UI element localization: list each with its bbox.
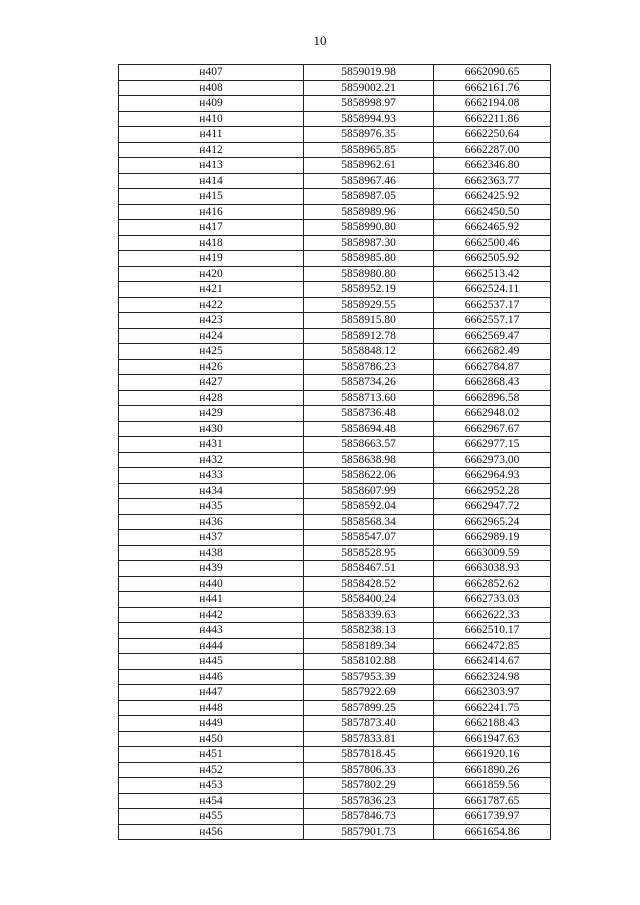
x-coordinate-cell: 5858990.80 (304, 220, 434, 236)
y-coordinate-cell: 6662852.62 (434, 576, 551, 592)
y-coordinate-cell: 6662472.85 (434, 638, 551, 654)
y-coordinate-cell: 6662346.80 (434, 158, 551, 174)
x-coordinate-cell: 5858622.06 (304, 468, 434, 484)
y-coordinate-cell: 6662868.43 (434, 375, 551, 391)
x-coordinate-cell: 5858987.30 (304, 235, 434, 251)
x-coordinate-cell: 5858467.51 (304, 561, 434, 577)
point-id-cell: н441 (119, 592, 304, 608)
point-id-cell: н430 (119, 421, 304, 437)
table-row (119, 266, 551, 282)
point-id-cell: н456 (119, 824, 304, 840)
table-row (119, 344, 551, 360)
y-coordinate-cell: 6662425.92 (434, 189, 551, 205)
x-coordinate-cell: 5858987.05 (304, 189, 434, 205)
x-coordinate-cell: 5858238.13 (304, 623, 434, 639)
x-coordinate-cell: 5859019.98 (304, 65, 434, 81)
point-id-cell: н443 (119, 623, 304, 639)
point-id-cell: н407 (119, 65, 304, 81)
y-coordinate-cell: 6662194.08 (434, 96, 551, 112)
point-id-cell: н428 (119, 390, 304, 406)
point-id-cell: н414 (119, 173, 304, 189)
page-number: 10 (313, 33, 327, 48)
table-row (119, 328, 551, 344)
table-row (119, 204, 551, 220)
table-row (119, 638, 551, 654)
point-id-cell: н445 (119, 654, 304, 670)
table-row (119, 700, 551, 716)
point-id-cell: н422 (119, 297, 304, 313)
point-id-cell: н452 (119, 762, 304, 778)
x-coordinate-cell: 5858607.99 (304, 483, 434, 499)
y-coordinate-cell: 6662510.17 (434, 623, 551, 639)
point-id-cell: н434 (119, 483, 304, 499)
x-coordinate-cell: 5858339.63 (304, 607, 434, 623)
point-id-cell: н436 (119, 514, 304, 530)
x-coordinate-cell: 5858736.48 (304, 406, 434, 422)
y-coordinate-cell: 6661787.65 (434, 793, 551, 809)
y-coordinate-cell: 6662989.19 (434, 530, 551, 546)
y-coordinate-cell: 6662090.65 (434, 65, 551, 81)
y-coordinate-cell: 6662513.42 (434, 266, 551, 282)
x-coordinate-cell: 5858786.23 (304, 359, 434, 375)
y-coordinate-cell: 6662967.67 (434, 421, 551, 437)
point-id-cell: н408 (119, 80, 304, 96)
y-coordinate-cell: 6662211.86 (434, 111, 551, 127)
y-coordinate-cell: 6662250.64 (434, 127, 551, 143)
table-row (119, 251, 551, 267)
point-id-cell: н450 (119, 731, 304, 747)
table-row (119, 235, 551, 251)
x-coordinate-cell: 5858962.61 (304, 158, 434, 174)
y-coordinate-cell: 6661890.26 (434, 762, 551, 778)
x-coordinate-cell: 5858663.57 (304, 437, 434, 453)
point-id-cell: н447 (119, 685, 304, 701)
y-coordinate-cell: 6662287.00 (434, 142, 551, 158)
table-row (119, 731, 551, 747)
table-row (119, 282, 551, 298)
x-coordinate-cell: 5858189.34 (304, 638, 434, 654)
y-coordinate-cell: 6662569.47 (434, 328, 551, 344)
table-row (119, 65, 551, 81)
x-coordinate-cell: 5858547.07 (304, 530, 434, 546)
point-id-cell: н425 (119, 344, 304, 360)
point-id-cell: н420 (119, 266, 304, 282)
table-row (119, 576, 551, 592)
y-coordinate-cell: 6662965.24 (434, 514, 551, 530)
table-row (119, 514, 551, 530)
x-coordinate-cell: 5858102.88 (304, 654, 434, 670)
x-coordinate-cell: 5858400.24 (304, 592, 434, 608)
point-id-cell: н410 (119, 111, 304, 127)
y-coordinate-cell: 6662784.87 (434, 359, 551, 375)
table-row (119, 607, 551, 623)
x-coordinate-cell: 5858912.78 (304, 328, 434, 344)
point-id-cell: н429 (119, 406, 304, 422)
x-coordinate-cell: 5858848.12 (304, 344, 434, 360)
y-coordinate-cell: 6662324.98 (434, 669, 551, 685)
table-row (119, 654, 551, 670)
y-coordinate-cell: 6662161.76 (434, 80, 551, 96)
point-id-cell: н440 (119, 576, 304, 592)
table-row (119, 189, 551, 205)
x-coordinate-cell: 5857953.39 (304, 669, 434, 685)
x-coordinate-cell: 5858994.93 (304, 111, 434, 127)
table-row (119, 359, 551, 375)
point-id-cell: н451 (119, 747, 304, 763)
point-id-cell: н455 (119, 809, 304, 825)
x-coordinate-cell: 5857802.29 (304, 778, 434, 794)
table-row (119, 375, 551, 391)
x-coordinate-cell: 5857818.45 (304, 747, 434, 763)
table-row (119, 809, 551, 825)
y-coordinate-cell: 6662500.46 (434, 235, 551, 251)
table-row (119, 762, 551, 778)
y-coordinate-cell: 6663038.93 (434, 561, 551, 577)
y-coordinate-cell: 6662465.92 (434, 220, 551, 236)
x-coordinate-cell: 5858989.96 (304, 204, 434, 220)
table-row (119, 685, 551, 701)
table-row (119, 530, 551, 546)
table-row (119, 483, 551, 499)
point-id-cell: н446 (119, 669, 304, 685)
table-row (119, 778, 551, 794)
point-id-cell: н413 (119, 158, 304, 174)
point-id-cell: н419 (119, 251, 304, 267)
y-coordinate-cell: 6662557.17 (434, 313, 551, 329)
x-coordinate-cell: 5858734.26 (304, 375, 434, 391)
point-id-cell: н418 (119, 235, 304, 251)
table-row (119, 669, 551, 685)
y-coordinate-cell: 6662188.43 (434, 716, 551, 732)
y-coordinate-cell: 6662537.17 (434, 297, 551, 313)
table-row (119, 468, 551, 484)
table-row (119, 96, 551, 112)
y-coordinate-cell: 6662896.58 (434, 390, 551, 406)
y-coordinate-cell: 6662414.67 (434, 654, 551, 670)
x-coordinate-cell: 5858694.48 (304, 421, 434, 437)
y-coordinate-cell: 6662363.77 (434, 173, 551, 189)
y-coordinate-cell: 6662964.93 (434, 468, 551, 484)
y-coordinate-cell: 6662682.49 (434, 344, 551, 360)
x-coordinate-cell: 5857846.73 (304, 809, 434, 825)
y-coordinate-cell: 6663009.59 (434, 545, 551, 561)
x-coordinate-cell: 5859002.21 (304, 80, 434, 96)
point-id-cell: н427 (119, 375, 304, 391)
x-coordinate-cell: 5857899.25 (304, 700, 434, 716)
table-row (119, 127, 551, 143)
y-coordinate-cell: 6662450.50 (434, 204, 551, 220)
y-coordinate-cell: 6662241.75 (434, 700, 551, 716)
table-row (119, 747, 551, 763)
x-coordinate-cell: 5858929.55 (304, 297, 434, 313)
x-coordinate-cell: 5857833.81 (304, 731, 434, 747)
y-coordinate-cell: 6662303.97 (434, 685, 551, 701)
table-row (119, 421, 551, 437)
x-coordinate-cell: 5858998.97 (304, 96, 434, 112)
point-id-cell: н432 (119, 452, 304, 468)
y-coordinate-cell: 6662973.00 (434, 452, 551, 468)
y-coordinate-cell: 6662622.33 (434, 607, 551, 623)
point-id-cell: н435 (119, 499, 304, 515)
table-row (119, 406, 551, 422)
point-id-cell: н448 (119, 700, 304, 716)
y-coordinate-cell: 6661739.97 (434, 809, 551, 825)
table-row (119, 716, 551, 732)
point-id-cell: н426 (119, 359, 304, 375)
y-coordinate-cell: 6662733.03 (434, 592, 551, 608)
table-row (119, 173, 551, 189)
x-coordinate-cell: 5857806.33 (304, 762, 434, 778)
x-coordinate-cell: 5858428.52 (304, 576, 434, 592)
table-row (119, 313, 551, 329)
table-row (119, 545, 551, 561)
table-row (119, 80, 551, 96)
point-id-cell: н415 (119, 189, 304, 205)
y-coordinate-cell: 6661859.56 (434, 778, 551, 794)
table-row (119, 592, 551, 608)
x-coordinate-cell: 5858592.04 (304, 499, 434, 515)
table-row (119, 437, 551, 453)
x-coordinate-cell: 5858985.80 (304, 251, 434, 267)
x-coordinate-cell: 5858965.85 (304, 142, 434, 158)
y-coordinate-cell: 6661654.86 (434, 824, 551, 840)
y-coordinate-cell: 6662977.15 (434, 437, 551, 453)
point-id-cell: н417 (119, 220, 304, 236)
x-coordinate-cell: 5858980.80 (304, 266, 434, 282)
y-coordinate-cell: 6662952.28 (434, 483, 551, 499)
table-row (119, 824, 551, 840)
point-id-cell: н439 (119, 561, 304, 577)
point-id-cell: н423 (119, 313, 304, 329)
x-coordinate-cell: 5858952.19 (304, 282, 434, 298)
table-row (119, 111, 551, 127)
y-coordinate-cell: 6662948.02 (434, 406, 551, 422)
point-id-cell: н453 (119, 778, 304, 794)
x-coordinate-cell: 5858568.34 (304, 514, 434, 530)
point-id-cell: н442 (119, 607, 304, 623)
point-id-cell: н424 (119, 328, 304, 344)
x-coordinate-cell: 5857901.73 (304, 824, 434, 840)
table-row (119, 220, 551, 236)
y-coordinate-cell: 6661920.16 (434, 747, 551, 763)
point-id-cell: н411 (119, 127, 304, 143)
point-id-cell: н416 (119, 204, 304, 220)
y-coordinate-cell: 6662524.11 (434, 282, 551, 298)
y-coordinate-cell: 6661947.63 (434, 731, 551, 747)
x-coordinate-cell: 5858713.60 (304, 390, 434, 406)
table-row (119, 390, 551, 406)
x-coordinate-cell: 5858638.98 (304, 452, 434, 468)
coordinates-table-body (119, 65, 551, 840)
point-id-cell: н444 (119, 638, 304, 654)
point-id-cell: н454 (119, 793, 304, 809)
x-coordinate-cell: 5857922.69 (304, 685, 434, 701)
x-coordinate-cell: 5857873.40 (304, 716, 434, 732)
table-row (119, 561, 551, 577)
y-coordinate-cell: 6662947.72 (434, 499, 551, 515)
table-row (119, 793, 551, 809)
point-id-cell: н421 (119, 282, 304, 298)
point-id-cell: н449 (119, 716, 304, 732)
coordinates-table (118, 64, 551, 840)
point-id-cell: н412 (119, 142, 304, 158)
y-coordinate-cell: 6662505.92 (434, 251, 551, 267)
table-row (119, 142, 551, 158)
point-id-cell: н431 (119, 437, 304, 453)
table-row (119, 297, 551, 313)
x-coordinate-cell: 5858967.46 (304, 173, 434, 189)
x-coordinate-cell: 5858915.80 (304, 313, 434, 329)
x-coordinate-cell: 5857836.23 (304, 793, 434, 809)
table-row (119, 623, 551, 639)
point-id-cell: н438 (119, 545, 304, 561)
table-row (119, 499, 551, 515)
x-coordinate-cell: 5858976.35 (304, 127, 434, 143)
point-id-cell: н409 (119, 96, 304, 112)
point-id-cell: н433 (119, 468, 304, 484)
point-id-cell: н437 (119, 530, 304, 546)
table-row (119, 452, 551, 468)
table-row (119, 158, 551, 174)
x-coordinate-cell: 5858528.95 (304, 545, 434, 561)
